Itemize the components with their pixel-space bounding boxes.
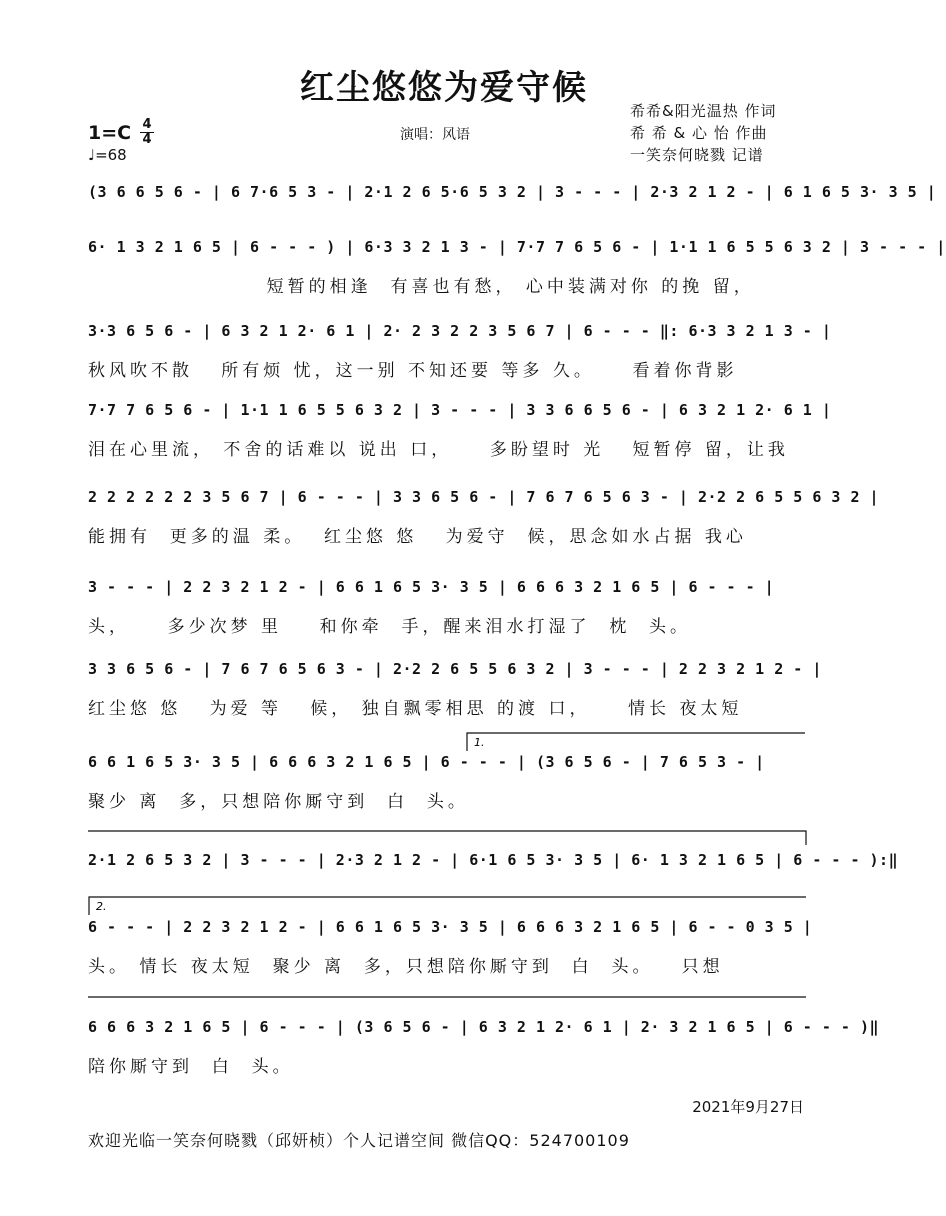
notation-row: 2 2 2 2 2 2 3 5 6 7 | 6 - - - | 3 3 6 5 6 - | 7 6 7 6 5 6 3 - | 2·2 2 6 5 5 6 3 2 | <box>88 488 880 506</box>
score-line-8 <box>88 748 808 838</box>
song-title: 红尘悠悠为爱守候 <box>300 68 588 108</box>
lyrics-row: 聚少 离 多，只想陪你厮守到 白 头。 <box>88 792 469 812</box>
lyrics-row: 能拥有 更多的温 柔。 红尘悠 悠 为爱守 候，思念如水占据 我心 <box>88 527 747 547</box>
composer-credit: 希 希 & 心 怡 作曲 <box>630 124 768 142</box>
score-line-11 <box>88 1013 880 1103</box>
singer-credit: 演唱：风语 <box>400 127 470 143</box>
notation-row: 3·3 6 5 6 - | 6 3 2 1 2· 6 1 | 2· 2 3 2 2 3 5 6 7 | 6 - - - ‖: 6·3 3 2 1 3 - | <box>88 322 832 340</box>
score-line-5 <box>88 483 880 573</box>
lyrics-row: 短暂的相逢 有喜也有愁， 心中装满对你 的挽 留， <box>88 277 755 297</box>
notation-row: 6· 1 3 2 1 6 5 | 6 - - - ) | 6·3 3 2 1 3 - | 7·7 7 6 5 6 - | 1·1 1 6 5 5 6 3 2 | 3 - - - | <box>88 238 946 256</box>
credits <box>630 100 776 166</box>
lyricist-credit: 希希&阳光温热 作词 <box>630 102 777 120</box>
notation-row: 6 6 6 3 2 1 6 5 | 6 - - - | (3 6 5 6 - | 6 3 2 1 2· 6 1 | 2· 3 2 1 6 5 | 6 - - - )‖ <box>88 1018 880 1036</box>
lyrics-row: 秋风吹不散 所有烦 忧，这一别 不知还要 等多 久。 看着你背影 <box>88 361 738 381</box>
notation-row: 6 6 1 6 5 3· 3 5 | 6 6 6 3 2 1 6 5 | 6 - - - | (3 6 5 6 - | 7 6 5 3 - | <box>88 753 765 771</box>
score-line-4 <box>88 396 832 486</box>
time-signature <box>140 119 154 146</box>
transcriber-credit: 一笑奈何晓戮 记谱 <box>630 146 764 164</box>
footer-note: 欢迎光临一笑奈何晓戮（邱妍桢）个人记谱空间 微信QQ：524700109 <box>88 1131 630 1150</box>
notation-row: 6 - - - | 2 2 3 2 1 2 - | 6 6 1 6 5 3· 3 5 | 6 6 6 3 2 1 6 5 | 6 - - 0 3 5 | <box>88 918 813 936</box>
score-line-3 <box>88 317 832 407</box>
lyrics-row: 陪你厮守到 白 头。 <box>88 1057 294 1077</box>
transcription-date: 2021年9月27日 <box>692 1098 804 1116</box>
second-ending-bracket-continued <box>88 996 808 1012</box>
score-line-6 <box>88 573 808 663</box>
svg-text:1.: 1. <box>474 736 485 749</box>
notation-row: (3 6 6 5 6 - | 6 7·6 5 3 - | 2·1 2 6 5·6 5 3 2 | 3 - - - | 2·3 2 1 2 - | 6 1 6 5 3· 3 5 | <box>88 183 937 201</box>
first-ending-bracket-continued <box>88 830 808 846</box>
score-line-2 <box>88 233 946 323</box>
time-signature-top: 4 <box>142 117 152 132</box>
time-signature-bottom: 4 <box>142 132 152 147</box>
tempo-marking: ♩=68 <box>88 146 127 164</box>
lyrics-row: 红尘悠 悠 为爱 等 候， 独自飘零相思 的渡 口， 情长 夜太短 <box>88 699 743 719</box>
notation-row: 7·7 7 6 5 6 - | 1·1 1 6 5 5 6 3 2 | 3 - - - | 3 3 6 6 5 6 - | 6 3 2 1 2· 6 1 | <box>88 401 832 419</box>
notation-row: 3 3 6 5 6 - | 7 6 7 6 5 6 3 - | 2·2 2 6 5 5 6 3 2 | 3 - - - | 2 2 3 2 1 2 - | <box>88 660 822 678</box>
score-line-10 <box>88 913 813 1003</box>
notation-row: 3 - - - | 2 2 3 2 1 2 - | 6 6 1 6 5 3· 3 5 | 6 6 6 3 2 1 6 5 | 6 - - - | <box>88 578 775 596</box>
notation-row: 2·1 2 6 5 3 2 | 3 - - - | 2·3 2 1 2 - | 6·1 6 5 3· 3 5 | 6· 1 3 2 1 6 5 | 6 - - - ):‖ <box>88 851 899 869</box>
key-signature: 1=C <box>88 122 132 144</box>
lyrics-row: 头， 多少次梦 里 和你牵 手，醒来泪水打湿了 枕 头。 <box>88 617 692 637</box>
lyrics-row: 泪在心里流， 不舍的话难以 说出 口， 多盼望时 光 短暂停 留，让我 <box>88 440 789 460</box>
svg-text:2.: 2. <box>96 900 107 913</box>
lyrics-row: 头。 情长 夜太短 聚少 离 多，只想陪你厮守到 白 头。 只想 <box>88 957 724 977</box>
